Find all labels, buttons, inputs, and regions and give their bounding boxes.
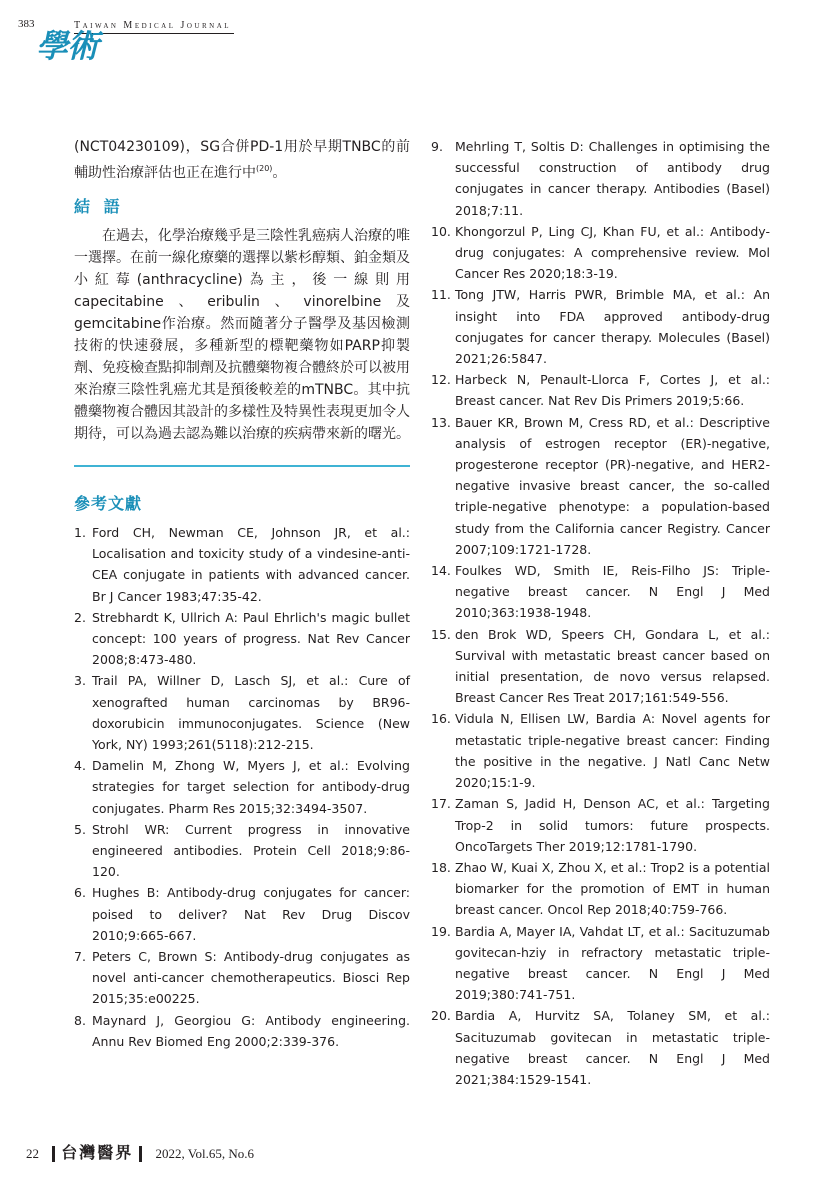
page-number-bottom: 22 bbox=[26, 1146, 39, 1161]
reference-number: 5. bbox=[74, 821, 86, 837]
reference-text: Strohl WR: Current progress in innovative engineered antibodies. Protein Cell 2018;9:86-120. bbox=[92, 821, 410, 880]
reference-text: Tong JTW, Harris PWR, Brimble MA, et al.: An insight into FDA approved antibody-drug conjugates for cancer therapy. Molecules (Basel) 2021;26:5847. bbox=[455, 287, 770, 367]
reference-number: 17. bbox=[431, 796, 451, 812]
reference-text: Ford CH, Newman CE, Johnson JR, et al.: Localisation and toxicity study of a vindesine-anti-CEA conjugate in patients with advanced cancer. Br J Cancer 1983;47:35-42. bbox=[92, 525, 410, 604]
reference-number: 19. bbox=[431, 923, 451, 939]
reference-item bbox=[74, 1010, 410, 1052]
footer bbox=[26, 1146, 254, 1162]
reference-item bbox=[431, 136, 770, 221]
reference-number: 4. bbox=[74, 758, 86, 774]
reference-text: Khongorzul P, Ling CJ, Khan FU, et al.: Antibody-drug conjugates: A comprehensive review. Mol Cancer Res 2020;18:3-19. bbox=[455, 223, 770, 282]
reference-text: Bardia A, Hurvitz SA, Tolaney SM, et al.: Sacituzumab govitecan in metastatic triple-negative breast cancer. N Engl J Med 2021;384:1529-1541. bbox=[455, 1008, 770, 1087]
reference-item bbox=[74, 819, 410, 883]
reference-text: Mehrling T, Soltis D: Challenges in optimising the successful construction of antibody drug conjugates in cancer therapy. Antibodies (Basel) 2018;7:11. bbox=[455, 139, 770, 218]
issue-info: 2022, Vol.65, No.6 bbox=[155, 1146, 254, 1161]
reference-text: Hughes B: Antibody-drug conjugates for cancer: poised to deliver? Nat Rev Drug Discov 2010;9:665-667. bbox=[92, 885, 410, 943]
page-number-top: 383 bbox=[18, 18, 35, 30]
conclusion-heading: 結 語 bbox=[74, 197, 124, 216]
reference-item bbox=[74, 755, 410, 819]
reference-item bbox=[431, 708, 770, 793]
right-column bbox=[431, 136, 770, 1090]
reference-number: 8. bbox=[74, 1012, 86, 1028]
reference-item bbox=[431, 369, 770, 411]
references-list-right bbox=[431, 136, 770, 1090]
reference-number: 1. bbox=[74, 525, 86, 540]
reference-item bbox=[431, 921, 770, 1006]
reference-number: 2. bbox=[74, 609, 86, 625]
reference-text: Bardia A, Mayer IA, Vahdat LT, et al.: Sacituzumab govitecan-hziy in refractory metastatic triple-negative breast cancer. N Engl J Med 2019;380:741-751. bbox=[455, 923, 770, 1003]
section-label: 學術 bbox=[36, 27, 99, 65]
intro-paragraph: (NCT04230109)，SG合併PD-1用於早期TNBC的前輔助性治療評估也正在進行中$^{(20)}$。 bbox=[74, 139, 410, 181]
reference-number: 16. bbox=[431, 711, 451, 727]
references-list-left bbox=[74, 522, 410, 1052]
reference-item bbox=[431, 412, 770, 560]
reference-text: Bauer KR, Brown M, Cress RD, et al.: Descriptive analysis of estrogen receptor (ER)-negative, progesterone receptor (PR)-negative, and HER2-negative invasive breast cancer, the so-called triple-negative phenotype: a population-based study from the California cancer Registry. Cancer 2007;109:1721-1728. bbox=[455, 414, 770, 557]
conclusion-paragraph: 在過去，化學治療幾乎是三陰性乳癌病人治療的唯一選擇。在前一線化療藥的選擇以紫杉醇類、鉑金類及小紅莓(anthracycline)為主，後一線則用capecitabine、eribulin、vinorelbine及gemcitabine作治療。然而隨著分子醫學及基因檢測技術的快速發展，多種新型的標靶藥物如PARP抑製劑、免疫檢查點抑制劑及抗體藥物複合體終於可以被用來治療三陰性乳癌尤其是預後較差的mTNBC。其中抗體藥物複合體因其設計的多樣性及特異性表現更加令人期待，可以為過去認為難以治療的疾病帶來新的曙光。 bbox=[74, 228, 410, 442]
reference-number: 11. bbox=[431, 287, 451, 303]
reference-item bbox=[74, 670, 410, 755]
reference-text: Foulkes WD, Smith IE, Reis-Filho JS: Triple-negative breast cancer. N Engl J Med 2010;363:1938-1948. bbox=[455, 563, 770, 621]
section-divider bbox=[74, 465, 410, 467]
reference-item bbox=[74, 607, 410, 671]
reference-number: 13. bbox=[431, 414, 451, 430]
reference-number: 20. bbox=[431, 1008, 451, 1024]
reference-number: 3. bbox=[74, 673, 86, 689]
reference-item bbox=[431, 793, 770, 857]
reference-number: 7. bbox=[74, 949, 86, 965]
references-heading: 參考文獻 bbox=[74, 494, 143, 513]
reference-item bbox=[74, 882, 410, 946]
reference-text: Harbeck N, Penault-Llorca F, Cortes J, et al.: Breast cancer. Nat Rev Dis Primers 2019;5:66. bbox=[455, 372, 770, 409]
reference-text: Strebhardt K, Ullrich A: Paul Ehrlich's magic bullet concept: 100 years of progress. Nat Rev Cancer 2008;8:473-480. bbox=[92, 609, 410, 668]
reference-item bbox=[74, 946, 410, 1010]
reference-item bbox=[431, 284, 770, 369]
reference-text: Zhao W, Kuai X, Zhou X, et al.: Trop2 is a potential biomarker for the promotion of EMT in human breast cancer. Oncol Rep 2018;40:759-766. bbox=[455, 859, 770, 918]
reference-text: Peters C, Brown S: Antibody-drug conjugates as novel anti-cancer chemotherapeutics. Biosci Rep 2015;35:e00225. bbox=[92, 949, 410, 1007]
reference-item bbox=[431, 560, 770, 624]
reference-number: 15. bbox=[431, 626, 451, 642]
reference-item bbox=[431, 221, 770, 285]
reference-number: 10. bbox=[431, 223, 451, 239]
reference-number: 14. bbox=[431, 563, 451, 579]
reference-item bbox=[431, 857, 770, 921]
reference-item bbox=[431, 1005, 770, 1090]
journal-logo: 台灣醫界 bbox=[52, 1146, 142, 1162]
citation-20: (20) bbox=[256, 164, 273, 173]
reference-text: Trail PA, Willner D, Lasch SJ, et al.: Cure of xenografted human carcinomas by BR96-doxorubicin immunoconjugates. Science (New York, NY) 1993;261(5118):212-215. bbox=[92, 673, 410, 753]
reference-item bbox=[431, 624, 770, 709]
journal-title: Taiwan Medical Journal bbox=[74, 20, 232, 31]
reference-text: Maynard J, Georgiou G: Antibody engineering. Annu Rev Biomed Eng 2000;2:339-376. bbox=[92, 1012, 410, 1049]
reference-item bbox=[74, 522, 410, 607]
reference-text: Damelin M, Zhong W, Myers J, et al.: Evolving strategies for target selection for antibody-drug conjugates. Pharm Res 2015;32:3494-3507. bbox=[92, 758, 410, 816]
reference-number: 6. bbox=[74, 885, 86, 901]
reference-text: Vidula N, Ellisen LW, Bardia A: Novel agents for metastatic triple-negative breast cancer: Finding the positive in the negative. J Natl Canc Netw 2020;15:1-9. bbox=[455, 711, 770, 791]
reference-number: 12. bbox=[431, 372, 451, 388]
left-column bbox=[74, 136, 410, 1052]
reference-number: 9. bbox=[431, 139, 443, 154]
reference-text: den Brok WD, Speers CH, Gondara L, et al.: Survival with metastatic breast cancer based on initial presentation, de novo versus relapsed. Breast Cancer Res Treat 2017;161:549-556. bbox=[455, 626, 770, 706]
reference-text: Zaman S, Jadid H, Denson AC, et al.: Targeting Trop-2 in solid tumors: future prospects. OncoTargets Ther 2019;12:1781-1790. bbox=[455, 796, 770, 854]
reference-number: 18. bbox=[431, 859, 451, 875]
